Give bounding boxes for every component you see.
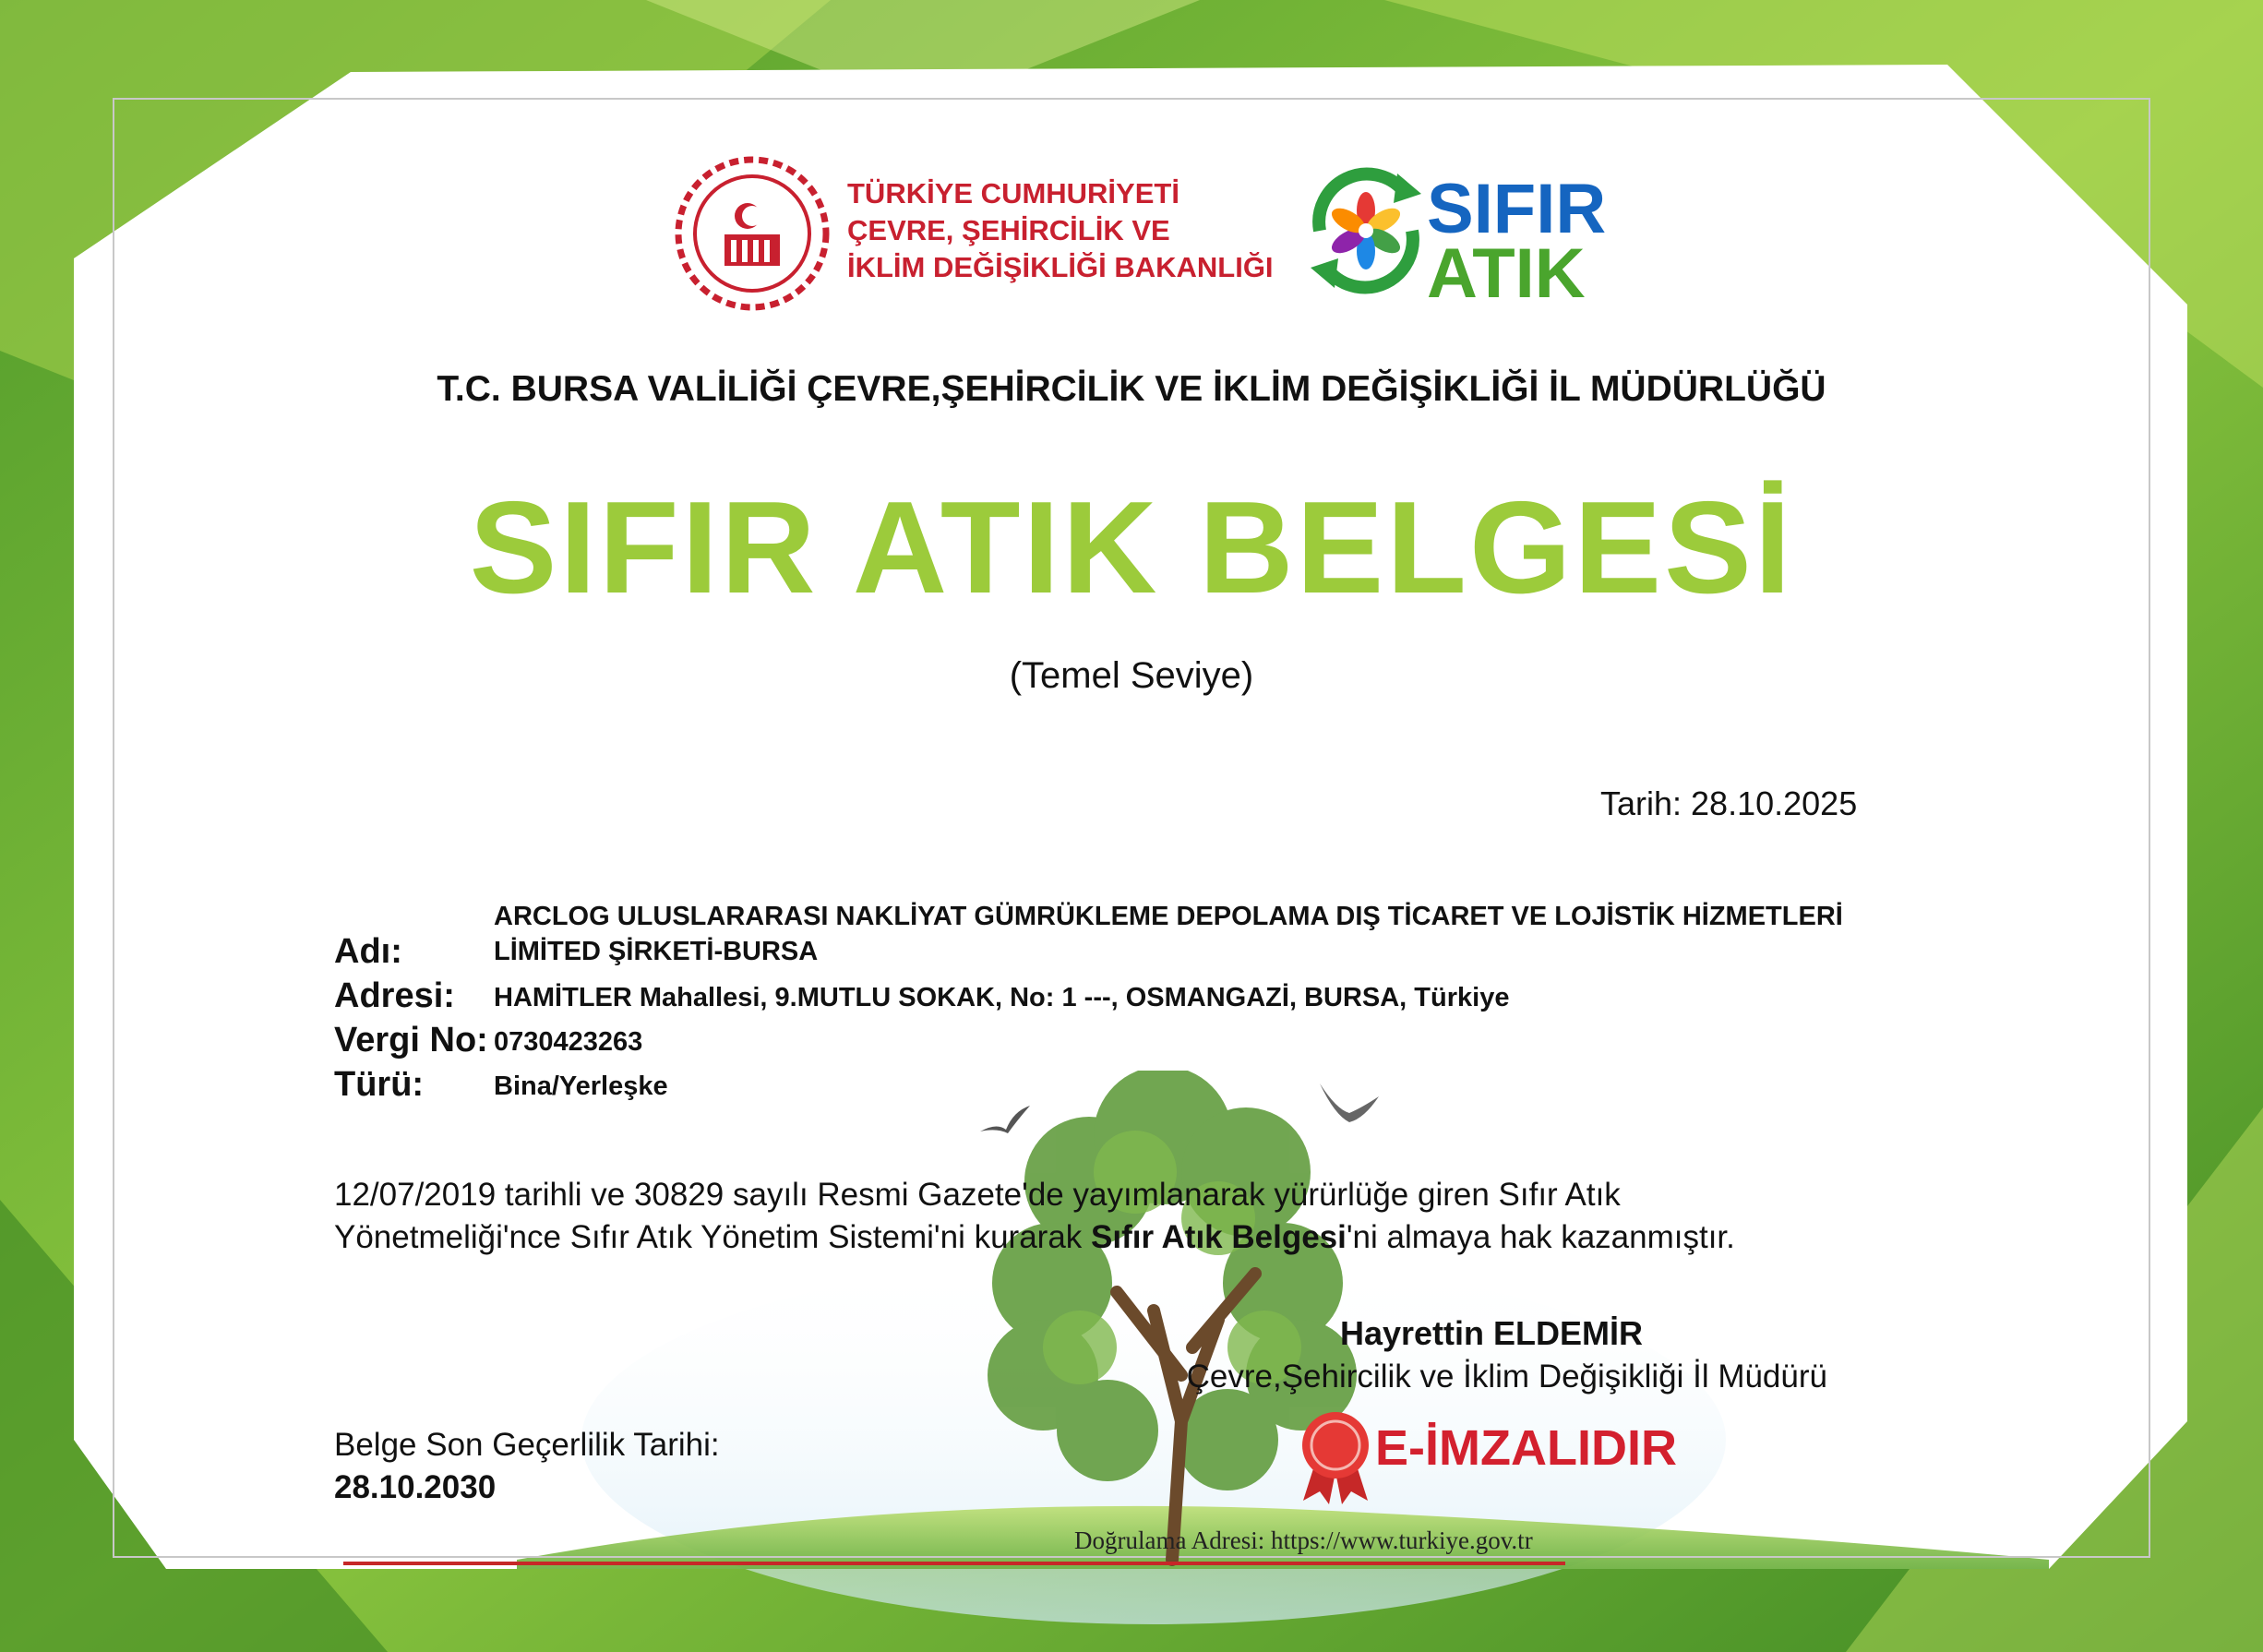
ministry-name (847, 175, 1274, 286)
address-label: Adresi: (334, 976, 455, 1015)
signer-name: Hayrettin ELDEMİR (1339, 1314, 1643, 1352)
issue-date: Tarih: 28.10.2025 (1600, 784, 1858, 822)
type-label: Türü: (334, 1065, 425, 1104)
company-name-line-2: LİMİTED ŞİRKETİ-BURSA (494, 937, 819, 966)
zero-waste-logo-text (1427, 170, 1607, 313)
ministry-line-1: TÜRKİYE CUMHURİYETİ (847, 177, 1179, 209)
declaration-text (334, 1174, 1885, 1259)
zero-waste-word-2: ATIK (1427, 234, 1586, 313)
declaration-certificate-name: Sıfır Atık Belgesi (1091, 1219, 1347, 1255)
tax-label: Vergi No: (334, 1021, 488, 1059)
footer-divider (343, 1562, 1565, 1565)
certificate-title: SIFIR ATIK BELGESİ (469, 474, 1794, 621)
verification-address: Doğrulama Adresi: https://www.turkiye.gov.tr (1074, 1526, 1533, 1554)
bird-icon (978, 1104, 1034, 1141)
directorate-heading: T.C. BURSA VALİLİĞİ ÇEVRE,ŞEHİRCİLİK VE İKLİM DEĞİŞİKLİĞİ İL MÜDÜRLÜĞÜ (437, 369, 1826, 409)
declaration-line-2-start: Yönetmeliği'nce Sıfır Atık Yönetim Sistemi'ni kurarak (334, 1219, 1092, 1255)
type-value: Bina/Yerleşke (494, 1071, 668, 1101)
declaration-line-2 (334, 1216, 1885, 1259)
validity-date: 28.10.2030 (334, 1469, 497, 1505)
bird-icon (1318, 1082, 1383, 1137)
ministry-line-3: İKLİM DEĞİŞİKLİĞİ BAKANLIĞI (847, 251, 1274, 283)
validity-label: Belge Son Geçerlilik Tarihi: (334, 1427, 720, 1463)
ministry-line-2: ÇEVRE, ŞEHİRCİLİK VE (847, 214, 1170, 246)
name-label: Adı: (334, 932, 402, 971)
signer-title: Çevre,Şehircilik ve İklim Değişikliği İl Müdürü (1186, 1359, 1827, 1395)
company-name-line-1: ARCLOG ULUSLARARASI NAKLİYAT GÜMRÜKLEME DEPOLAMA DIŞ TİCARET VE LOJİSTİK HİZMETLERİ (494, 902, 1843, 931)
zero-waste-word-1: SIFIR (1427, 170, 1607, 248)
declaration-line-2-end: 'ni almaya hak kazanmıştır. (1346, 1219, 1735, 1255)
tax-number: 0730423263 (494, 1027, 643, 1057)
ministry-emblem-icon (674, 150, 831, 317)
certificate-level: (Temel Seviye) (1009, 655, 1254, 696)
seal-ribbon-icon (1296, 1408, 1375, 1506)
e-signed-stamp: E-İMZALIDIR (1375, 1420, 1677, 1476)
declaration-line-1: 12/07/2019 tarihli ve 30829 sayılı Resmi Gazete'de yayımlanarak yürürlüğe giren Sıfır Atık (334, 1177, 1621, 1213)
address-value: HAMİTLER Mahallesi, 9.MUTLU SOKAK, No: 1 ---, OSMANGAZİ, BURSA, Türkiye (494, 983, 1510, 1012)
zero-waste-flower-icon (1301, 162, 1431, 299)
